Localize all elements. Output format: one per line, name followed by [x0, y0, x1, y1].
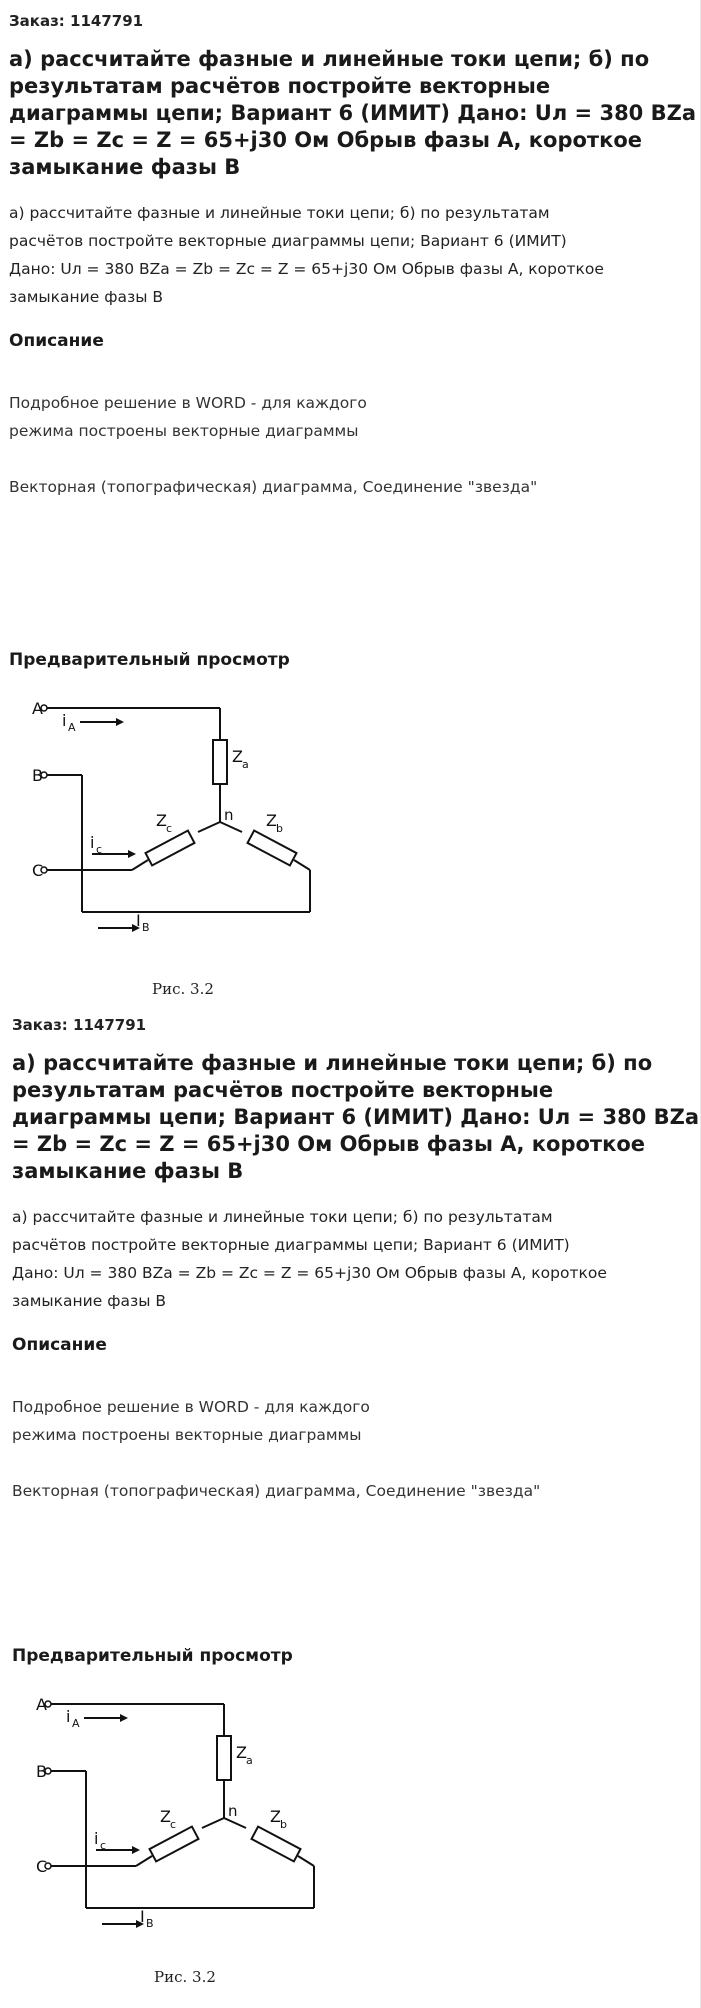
text-line: замыкание фазы В: [12, 1292, 166, 1310]
node-b-label: B: [32, 766, 43, 785]
description-heading: Описание: [12, 1335, 107, 1355]
text-line: расчётов постройте векторные диаграммы цепи; Вариант 6 (ИМИТ): [12, 1236, 570, 1254]
description-line: Подробное решение в WORD - для каждого: [12, 1398, 370, 1416]
text-line: расчётов постройте векторные диаграммы цепи; Вариант 6 (ИМИТ): [9, 232, 567, 250]
current-c-sub: c: [100, 1839, 107, 1852]
order-number: Заказ: 1147791: [12, 1016, 147, 1034]
neutral-label: n: [224, 806, 234, 824]
current-c-sub: c: [96, 843, 103, 856]
text-line: замыкание фазы В: [9, 288, 163, 306]
title-line: = Zb = Zc = Z = 65+j30 Ом Обрыв фазы А, короткое: [9, 128, 643, 152]
description-extra: Векторная (топографическая) диаграмма, Соединение "звезда": [12, 1482, 541, 1500]
title-line: а) рассчитайте фазные и линейные токи цепи; б) по: [9, 47, 650, 71]
za-label: Z: [236, 1743, 247, 1762]
zb-sub: b: [280, 1818, 287, 1831]
description-extra: Векторная (топографическая) диаграмма, Соединение "звезда": [9, 478, 538, 496]
preview-heading: Предварительный просмотр: [12, 1646, 293, 1666]
description-text: [9, 389, 367, 445]
neutral-label: n: [228, 1802, 238, 1820]
current-a-sub: A: [68, 721, 76, 734]
node-a-label: A: [32, 699, 43, 718]
description-heading: Описание: [9, 331, 104, 351]
zc-label: Z: [160, 1807, 171, 1826]
current-a-label: i: [66, 1707, 71, 1726]
current-b-sub: B: [142, 921, 150, 934]
figure-caption: Рис. 3.2: [154, 1968, 216, 1986]
zb-sub: b: [276, 822, 283, 835]
za-sub: a: [242, 758, 249, 771]
node-c-label: C: [32, 861, 44, 880]
zc-label: Z: [156, 811, 167, 830]
title-line: диаграммы цепи; Вариант 6 (ИМИТ) Дано: Uл = 380 BZa: [12, 1105, 700, 1129]
za-sub: a: [246, 1754, 253, 1767]
current-b-sub: B: [146, 1917, 154, 1930]
title-line: = Zb = Zc = Z = 65+j30 Ом Обрыв фазы А, короткое: [12, 1132, 646, 1156]
zc-sub: c: [170, 1818, 177, 1831]
title-line: а) рассчитайте фазные и линейные токи цепи; б) по: [12, 1051, 653, 1075]
order-text: [12, 1203, 607, 1315]
description-text: [12, 1393, 370, 1449]
zc-sub: c: [166, 822, 173, 835]
text-line: Дано: Uл = 380 BZa = Zb = Zc = Z = 65+j30 Ом Обрыв фазы А, короткое: [9, 260, 604, 278]
current-a-sub: A: [72, 1717, 80, 1730]
title-line: замыкание фазы В: [9, 155, 241, 179]
current-c-label: i: [94, 1829, 99, 1848]
current-a-label: i: [62, 711, 67, 730]
order-title: [9, 46, 696, 181]
order-block-2: [0, 1004, 701, 2008]
title-line: диаграммы цепи; Вариант 6 (ИМИТ) Дано: Uл = 380 BZa: [9, 101, 697, 125]
order-title: [12, 1050, 699, 1185]
title-line: результатам расчётов постройте векторные: [12, 1078, 554, 1102]
order-number: Заказ: 1147791: [9, 12, 144, 30]
node-b-label: B: [36, 1762, 47, 1781]
current-b-label: I: [136, 911, 141, 930]
circuit-diagram: [4, 1686, 344, 1936]
zb-label: Z: [270, 1807, 281, 1826]
node-a-label: A: [36, 1695, 47, 1714]
title-line: замыкание фазы В: [12, 1159, 244, 1183]
zb-label: Z: [266, 811, 277, 830]
text-line: а) рассчитайте фазные и линейные токи цепи; б) по результатам: [12, 1208, 553, 1226]
order-text: [9, 199, 604, 311]
circuit-diagram: [0, 690, 340, 940]
description-line: режима построены векторные диаграммы: [9, 422, 359, 440]
current-c-label: i: [90, 833, 95, 852]
description-line: режима построены векторные диаграммы: [12, 1426, 362, 1444]
description-line: Подробное решение в WORD - для каждого: [9, 394, 367, 412]
za-label: Z: [232, 747, 243, 766]
title-line: результатам расчётов постройте векторные: [9, 74, 551, 98]
figure-caption: Рис. 3.2: [152, 980, 214, 998]
text-line: Дано: Uл = 380 BZa = Zb = Zc = Z = 65+j30 Ом Обрыв фазы А, короткое: [12, 1264, 607, 1282]
current-b-label: I: [140, 1907, 145, 1926]
preview-heading: Предварительный просмотр: [9, 650, 290, 670]
node-c-label: C: [36, 1857, 48, 1876]
text-line: а) рассчитайте фазные и линейные токи цепи; б) по результатам: [9, 204, 550, 222]
